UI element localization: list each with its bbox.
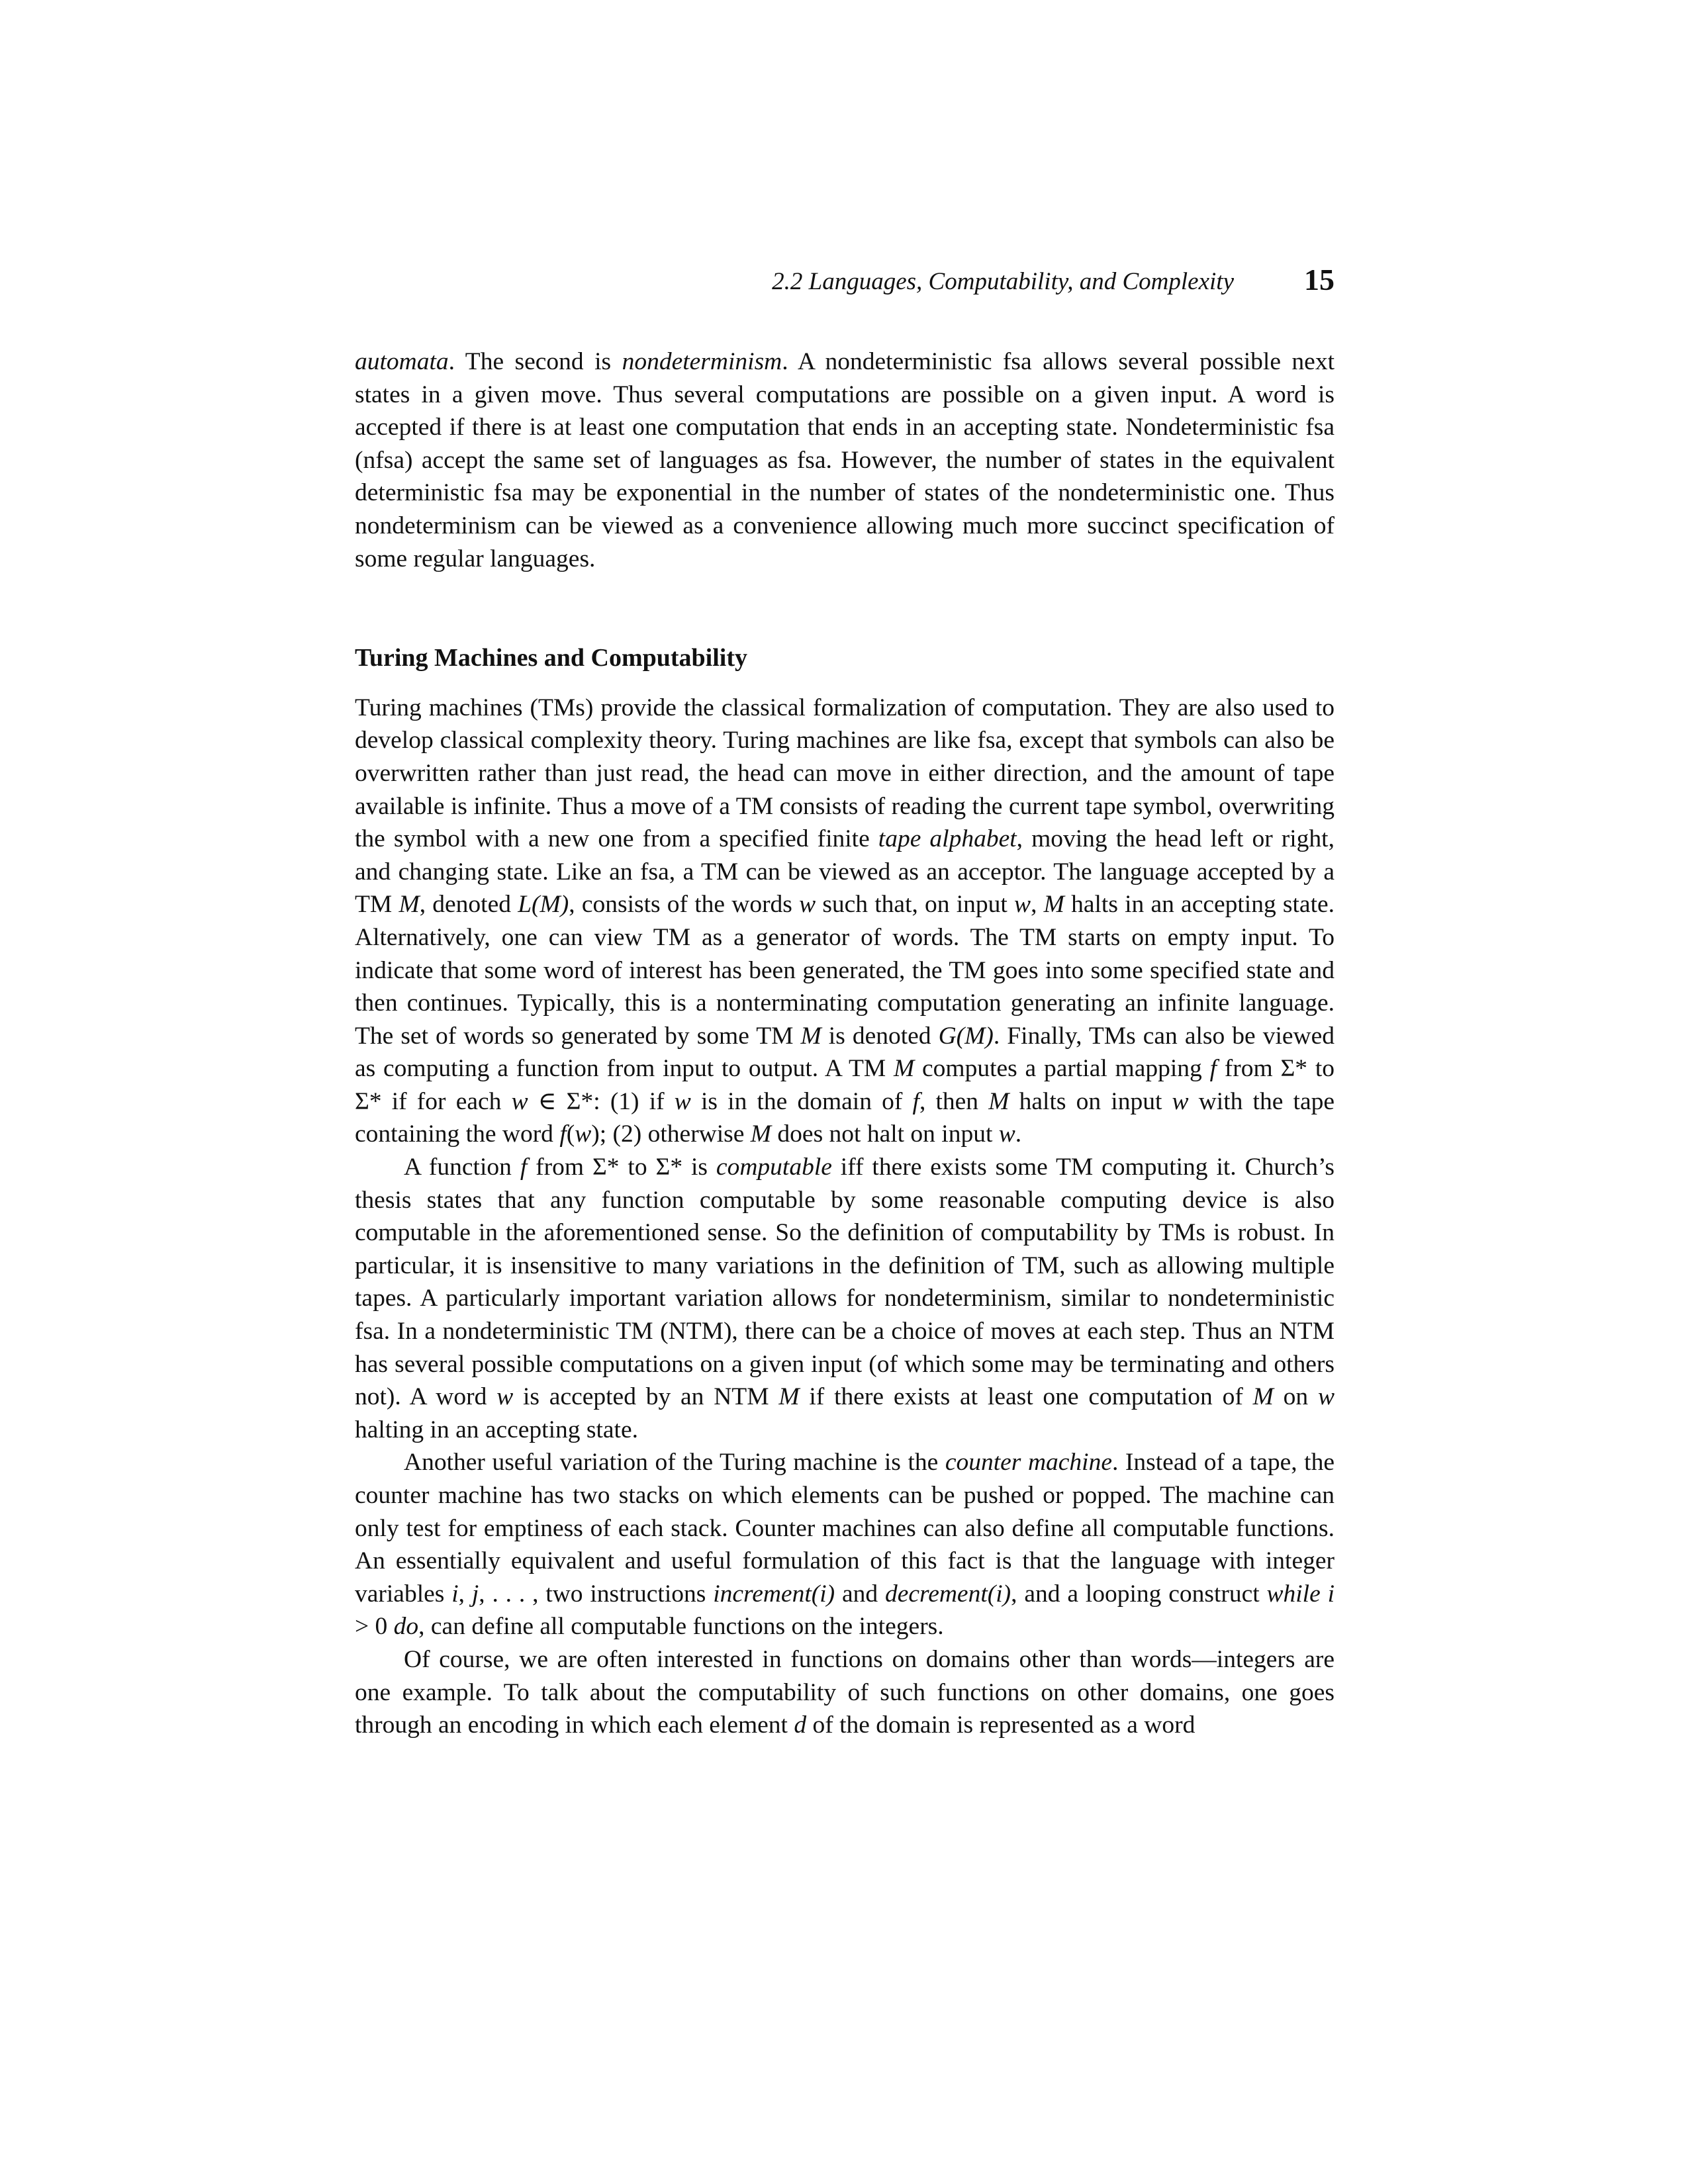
text-span: , consists of the words <box>569 891 800 919</box>
text-span: ∈ Σ*: (1) if <box>528 1087 675 1115</box>
text-span: . A nondeterministic fsa allows several possible next states in a given move. Thus several computations are possible on a given input. A word is accepted if there is at least one computation that ends in an accepting state. Nondeterministic fsa (nfsa) accept the same set of languages as fsa. However, the number of states in the equivalent deterministic fsa may be exponential in the number of states of the nondeterministic one. Thus nondeterminism can be viewed as a convenience allowing much more succinct specification of some regular languages. <box>355 348 1335 572</box>
text-span: w <box>1172 1087 1189 1115</box>
text-span: computable <box>716 1154 832 1181</box>
text-span: > 0 <box>355 1613 394 1641</box>
text-span: is denoted <box>821 1022 939 1050</box>
text-span: is in the domain of <box>690 1087 913 1115</box>
text-span: M <box>894 1055 915 1083</box>
text-span: of the domain is represented as a word <box>806 1711 1196 1739</box>
text-span: Another useful variation of the Turing machine is the <box>404 1449 945 1477</box>
text-span: do <box>393 1613 419 1641</box>
text-span: w <box>575 1120 592 1148</box>
text-span: . Finally, TMs can also be viewed as computing a function from input to output. A TM <box>355 1022 1335 1083</box>
text-span: M <box>1043 891 1064 919</box>
text-span: w <box>998 1120 1015 1148</box>
text-span: M <box>1252 1383 1274 1411</box>
text-span: , <box>1031 891 1044 919</box>
running-head <box>355 262 1335 302</box>
section-heading: Turing Machines and Computability <box>355 644 748 672</box>
text-span: w <box>799 891 816 919</box>
text-span: halts in an accepting state. Alternatively, one can view TM as a generator of words. The TM starts on empty input. To indicate that some word of interest has been generated, the TM goes into some specified state and then continues. Typically, this is a nonterminating computation generating an infinite language. The set of words so generated by some TM <box>355 891 1335 1050</box>
text-span: with the tape containing the word <box>355 1087 1335 1148</box>
text-span: counter machine <box>945 1449 1112 1477</box>
text-span: M <box>399 891 420 919</box>
text-span: automata <box>355 348 449 375</box>
text-span: f <box>559 1120 567 1148</box>
text-span: . The second is <box>448 348 622 375</box>
text-span: from Σ* to Σ* if for each <box>355 1055 1335 1115</box>
paragraph-computable-functions <box>355 1151 1335 1446</box>
text-span: is accepted by an NTM <box>513 1383 779 1411</box>
text-span: ( <box>566 1120 575 1148</box>
text-span: w <box>511 1087 528 1115</box>
text-span: , and a looping construct <box>1011 1580 1267 1608</box>
text-span: such that, on input <box>816 891 1015 919</box>
text-span: w <box>1317 1383 1335 1411</box>
body-text <box>355 345 1335 1742</box>
paragraph-counter-machine <box>355 1446 1335 1643</box>
text-span: ); (2) otherwise <box>591 1120 751 1148</box>
text-span: , denoted <box>419 891 518 919</box>
text-span: , then <box>919 1087 989 1115</box>
paragraph-turing-machines <box>355 692 1335 1151</box>
text-span: f <box>912 1087 919 1115</box>
text-span: M <box>778 1383 800 1411</box>
text-span: f <box>520 1154 528 1181</box>
text-span: halting in an accepting state. <box>355 1416 638 1443</box>
text-span: M <box>750 1120 772 1148</box>
text-span: does not halt on input <box>771 1120 999 1148</box>
text-span: . Instead of a tape, the counter machine has two stacks on which elements can be pushed or popped. The machine can only test for emptiness of each stack. Counter machines can also define all computable functions. An essentially equivalent and useful formulation of this fact is that the language with integer variables <box>355 1449 1335 1608</box>
text-span: G(M) <box>938 1022 994 1050</box>
text-span: while i <box>1266 1580 1335 1608</box>
text-span: M <box>988 1087 1009 1115</box>
text-span: w <box>1014 891 1031 919</box>
text-span: and <box>835 1580 885 1608</box>
text-span: Of course, we are often interested in functions on domains other than words—integers are one example. To talk about the computability of such functions on other domains, one goes through an encoding in which each element <box>355 1645 1335 1739</box>
text-span: on <box>1273 1383 1318 1411</box>
text-span: iff there exists some TM computing it. Church’s thesis states that any function computable by some reasonable computing device is also computable in the aforementioned sense. So the definition of computability by TMs is robust. In particular, it is insensitive to many variations in the definition of TM, such as allowing multiple tapes. A particularly important variation allows for nondeterminism, similar to nondeterministic fsa. In a nondeterministic TM (NTM), there can be a choice of moves at each step. Thus an NTM has several possible computations on a given input (of which some may be terminating and others not). A word <box>355 1154 1335 1411</box>
text-span: f <box>1209 1055 1217 1083</box>
running-head-title: 2.2 Languages, Computability, and Complexity <box>772 268 1234 295</box>
text-span: i <box>451 1580 459 1608</box>
page-number: 15 <box>1304 263 1335 296</box>
text-span: d <box>794 1711 807 1739</box>
text-span: , . . . , two instructions <box>479 1580 714 1608</box>
text-span: Turing machines (TMs) provide the classical formalization of computation. They are also used to develop classical complexity theory. Turing machines are like fsa, except that symbols can also be overwritten rather than just read, the head can move in either direction, and the amount of tape available is infinite. Thus a move of a TM consists of reading the current tape symbol, overwriting the symbol with a new one from a specified finite <box>355 694 1335 853</box>
text-span: halts on input <box>1009 1087 1172 1115</box>
text-span: , moving the head left or right, and changing state. Like an fsa, a TM can be viewed as an acceptor. The language accepted by a TM <box>355 825 1335 919</box>
text-span: nondeterminism <box>622 348 782 375</box>
text-span: from Σ* to Σ* is <box>527 1154 716 1181</box>
text-span: j <box>471 1580 479 1608</box>
text-span: tape alphabet <box>878 825 1017 853</box>
text-span: increment(i) <box>713 1580 835 1608</box>
text-span: , can define all computable functions on the integers. <box>418 1613 944 1641</box>
paragraph-encoding <box>355 1643 1335 1742</box>
text-span: decrement(i) <box>884 1580 1011 1608</box>
text-span: L(M) <box>518 891 569 919</box>
text-span: w <box>496 1383 514 1411</box>
text-span: w <box>674 1087 691 1115</box>
text-span: computes a partial mapping <box>914 1055 1210 1083</box>
text-span: A function <box>404 1154 520 1181</box>
text-span: if there exists at least one computation of <box>799 1383 1253 1411</box>
text-span: M <box>800 1022 821 1050</box>
paragraph-intro <box>355 345 1335 575</box>
text-span: . <box>1015 1120 1022 1148</box>
text-span: , <box>458 1580 472 1608</box>
